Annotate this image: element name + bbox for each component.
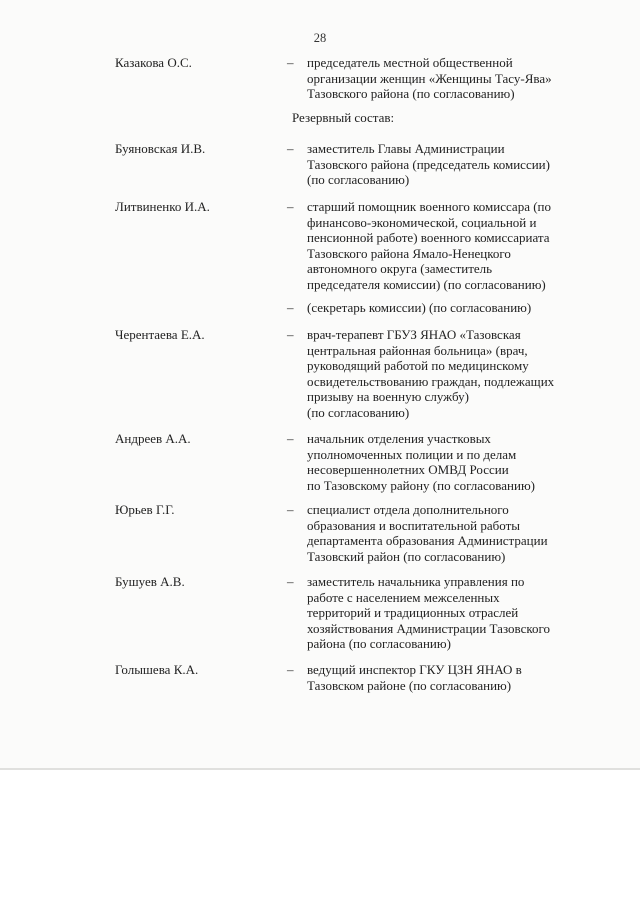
member-name: Казакова О.С. [115,55,192,70]
role-line: призыву на военную службу) [307,389,469,405]
role-line: территорий и традиционных отраслей [307,605,519,621]
member-name: Черентаева Е.А. [115,327,205,342]
role-line: Тазовского района (по согласованию) [307,86,515,102]
member-name: Андреев А.А. [115,431,191,446]
role-line: района (по согласованию) [307,636,451,652]
member-name: Юрьев Г.Г. [115,502,175,517]
dash-separator: – [287,431,294,446]
dash-separator: – [287,502,294,517]
dash-separator: – [287,141,294,156]
role-line: (по согласованию) [307,172,410,188]
role-line: уполномоченных полиции и по делам [307,446,517,462]
member-name: Буяновская И.В. [115,141,206,156]
dash-separator: – [287,55,294,70]
role-line: ведущий инспектор ГКУ ЦЗН ЯНАО в [307,662,522,677]
role-line: работе с населением межселенных [307,589,500,605]
role-line: руководящий работой по медицинскому [307,358,529,374]
member-role [307,431,597,493]
dash-separator: – [287,327,294,342]
role-line: пенсионной работе) военного комиссариата [307,230,550,246]
member-role [307,502,597,564]
member-role [307,141,597,188]
role-line: заместитель Главы Администрации [307,141,505,156]
member-role [307,327,597,421]
role-line: Тазовском районе (по согласованию) [307,677,512,693]
role-line: несовершеннолетних ОМВД России [307,462,509,478]
page-number: 28 [313,31,327,45]
role-line: по Тазовскому району (по согласованию) [307,477,536,493]
role-line: председателя комиссии) (по согласованию) [307,276,546,292]
member-role [307,574,597,652]
role-line: начальник отделения участковых [307,431,491,446]
role-line: хозяйствования Администрации Тазовского [307,620,551,636]
role-line: председатель местной общественной [307,55,513,70]
dash-separator: – [287,662,294,677]
role-line: автономного округа (заместитель [307,261,493,277]
member-role [307,55,597,102]
member-role [307,199,597,293]
member-role [307,662,597,693]
role-line: освидетельствованию граждан, подлежащих [307,373,555,389]
role-line: врач-терапевт ГБУЗ ЯНАО «Тазовская [307,327,521,342]
role-line: департамента образования Администрации [307,533,548,549]
role-line: (по согласованию) [307,404,410,420]
role-line: Тазовского района (председатель комиссии) [307,156,550,172]
role-line: организации женщин «Женщины Тасу-Ява» [307,70,552,86]
dash-separator: – [287,300,294,315]
role-line: Тазовский район (по согласованию) [307,548,506,564]
dash-separator: – [287,574,294,589]
member-name: Литвиненко И.А. [115,199,210,214]
role-line: специалист отдела дополнительного [307,502,509,517]
role-line: заместитель начальника управления по [307,574,525,589]
dash-separator: – [287,199,294,214]
role-line: старший помощник военного комиссара (по [307,199,551,214]
reserve-heading: Резервный состав: [292,110,395,125]
member-role [307,300,597,316]
role-line: (секретарь комиссии) (по согласованию) [307,300,532,315]
role-line: финансово-экономической, социальной и [307,214,537,230]
role-line: образования и воспитательной работы [307,517,521,533]
member-name: Голышева К.А. [115,662,199,677]
member-name: Бушуев А.В. [115,574,185,589]
role-line: центральная районная больница» (врач, [307,342,528,358]
role-line: Тазовского района Ямало-Ненецкого [307,245,511,261]
